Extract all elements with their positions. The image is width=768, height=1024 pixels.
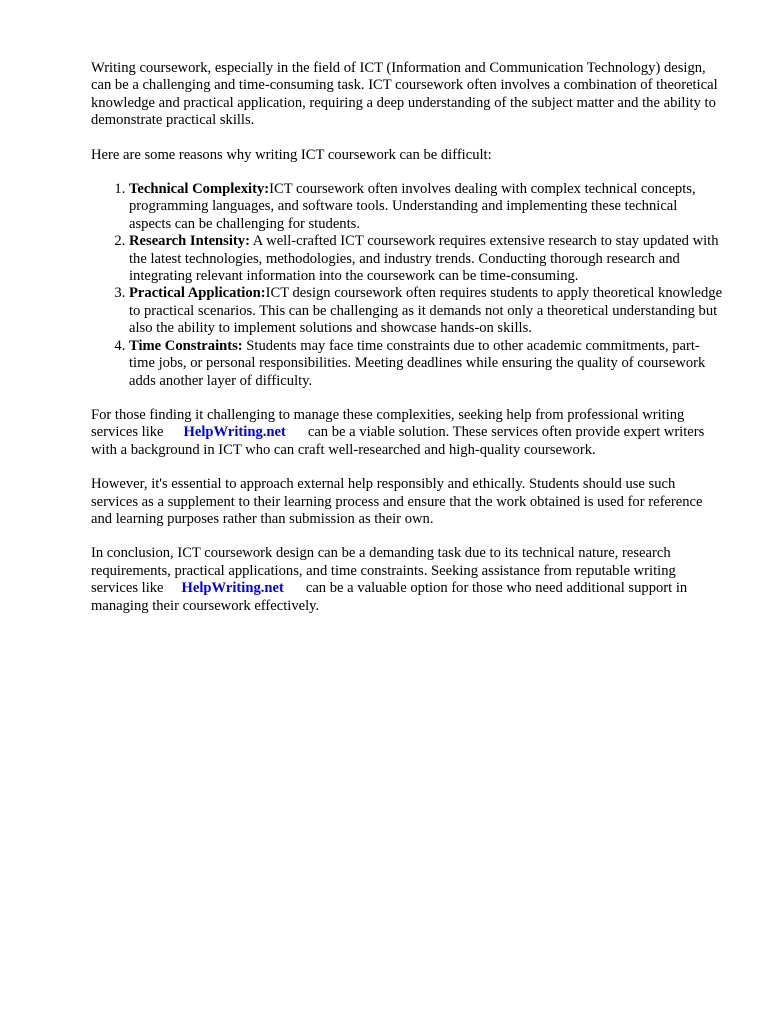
reason-term: Technical Complexity: (129, 181, 270, 198)
reasons-lead: Here are some reasons why writing ICT coursework can be difficult: (91, 146, 492, 163)
reason-term: Research Intensity: (129, 233, 250, 250)
reason-text: A well-crafted ICT coursework requires extensive research to stay updated with the latest technologies, methodologies, and industry trends. Conducting thorough research and integrating relevant information into the coursework can be time-consuming. (129, 233, 719, 285)
help-paragraph (91, 407, 723, 459)
reason-text: ICT design coursework often requires students to apply theoretical knowledge to practical scenarios. This can be challenging as it demands not only a theoretical understanding but also the ability to implement solutions and showcase hands-on skills. (129, 285, 723, 337)
helpwriting-link[interactable]: HelpWriting.net (183, 424, 286, 441)
intro-paragraph: Writing coursework, especially in the field of ICT (Information and Communication Technology) design, can be a challenging and time-consuming task. ICT coursework often involves a combination of theoretical knowledge and practical application, requiring a deep understanding of the subject matter and the ability to demonstrate practical skills. (91, 60, 718, 129)
list-item (129, 233, 723, 285)
reason-term: Time Constraints: (129, 337, 243, 354)
help-text-after: can be a viable solution. These services often provide expert writers with a background in ICT who can craft well-researched and high-quality coursework. (91, 424, 705, 458)
conclusion-text-after: can be a valuable option for those who need additional support in managing their coursework effectively. (91, 580, 688, 614)
list-item (129, 181, 723, 233)
helpwriting-link[interactable]: HelpWriting.net (181, 580, 284, 597)
reason-text: Students may face time constraints due to other academic commitments, part-time jobs, or personal responsibilities. Meeting deadlines while ensuring the quality of coursework adds another layer of difficulty. (129, 337, 706, 389)
reason-term: Practical Application: (129, 285, 266, 302)
reasons-list (91, 181, 723, 390)
list-item (129, 338, 723, 390)
list-item (129, 285, 723, 337)
document-body (91, 60, 723, 632)
ethics-paragraph: However, it's essential to approach external help responsibly and ethically. Students should use such services as a supplement to their learning process and ensure that the work obtained is used for reference and learning purposes rather than submission as their own. (91, 476, 703, 527)
reason-text: ICT coursework often involves dealing with complex technical concepts, programming languages, and software tools. Understanding and implementing these technical aspects can be challenging for students. (129, 181, 696, 232)
conclusion-text-before: In conclusion, ICT coursework design can be a demanding task due to its technical nature, research requirements, practical applications, and time constraints. Seeking assistance from reputable writing services like (91, 545, 676, 597)
help-text-before: For those finding it challenging to manage these complexities, seeking help from professional writing services like (91, 406, 685, 441)
conclusion-paragraph (91, 545, 723, 615)
